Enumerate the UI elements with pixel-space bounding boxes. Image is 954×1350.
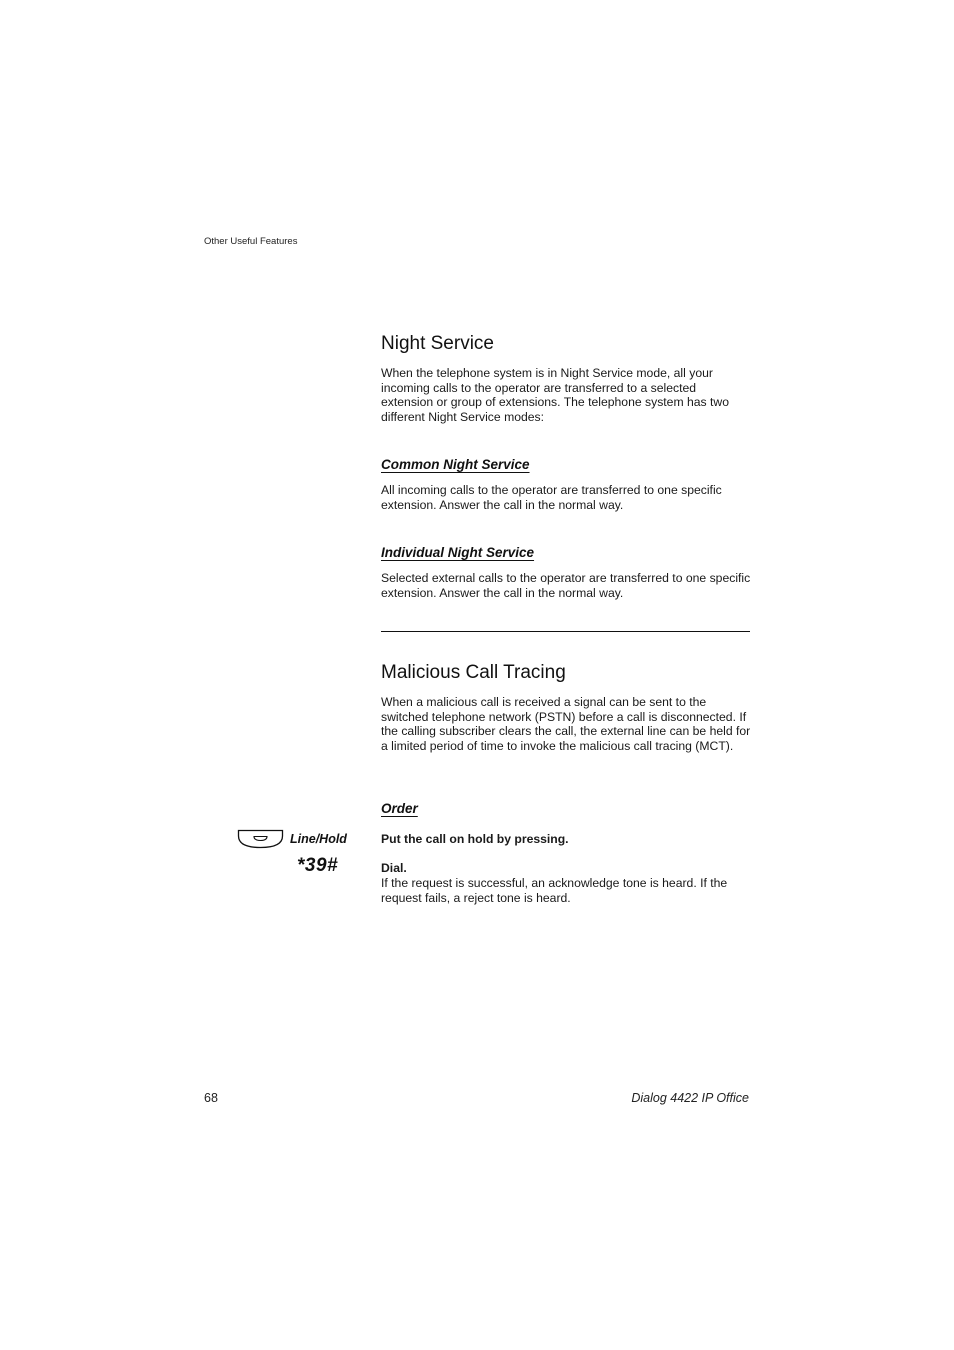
line-hold-key-icon (237, 829, 285, 849)
common-night-service-text: All incoming calls to the operator are transferred to one specific extension. Answer the call in the normal way. (381, 483, 722, 512)
step-hold-instruction: Put the call on hold by pressing. (381, 832, 569, 846)
step-dial-detail: If the request is successful, an acknowledge tone is heard. If the request fails, a reject tone is heard. (381, 876, 728, 905)
malicious-call-tracing-intro: When a malicious call is received a signal can be sent to the switched telephone network (PSTN) before a call is disconnected. If the calling subscriber clears the call, the external line can be held for a limited period of time to invoke the malicious call tracing (MCT). (381, 695, 751, 753)
section-divider (381, 631, 750, 632)
individual-night-service-text: Selected external calls to the operator are transferred to one specific extension. Answer the call in the normal way. (381, 571, 751, 600)
order-heading: Order (381, 801, 418, 816)
night-service-intro: When the telephone system is in Night Service mode, all your incoming calls to the operator are transferred to a selected extension or group of extensions. The telephone system has two different Night Service modes: (381, 366, 730, 424)
common-night-service-heading: Common Night Service (381, 457, 530, 472)
dial-code: *39# (297, 855, 339, 876)
product-name: Dialog 4422 IP Office (631, 1091, 749, 1105)
running-header: Other Useful Features (204, 236, 298, 247)
night-service-heading: Night Service (381, 333, 494, 354)
line-hold-key-label: Line/Hold (290, 832, 347, 846)
malicious-call-tracing-heading: Malicious Call Tracing (381, 662, 566, 683)
page-number: 68 (204, 1091, 218, 1105)
step-dial-instruction: Dial. (381, 861, 407, 875)
individual-night-service-heading: Individual Night Service (381, 545, 535, 560)
